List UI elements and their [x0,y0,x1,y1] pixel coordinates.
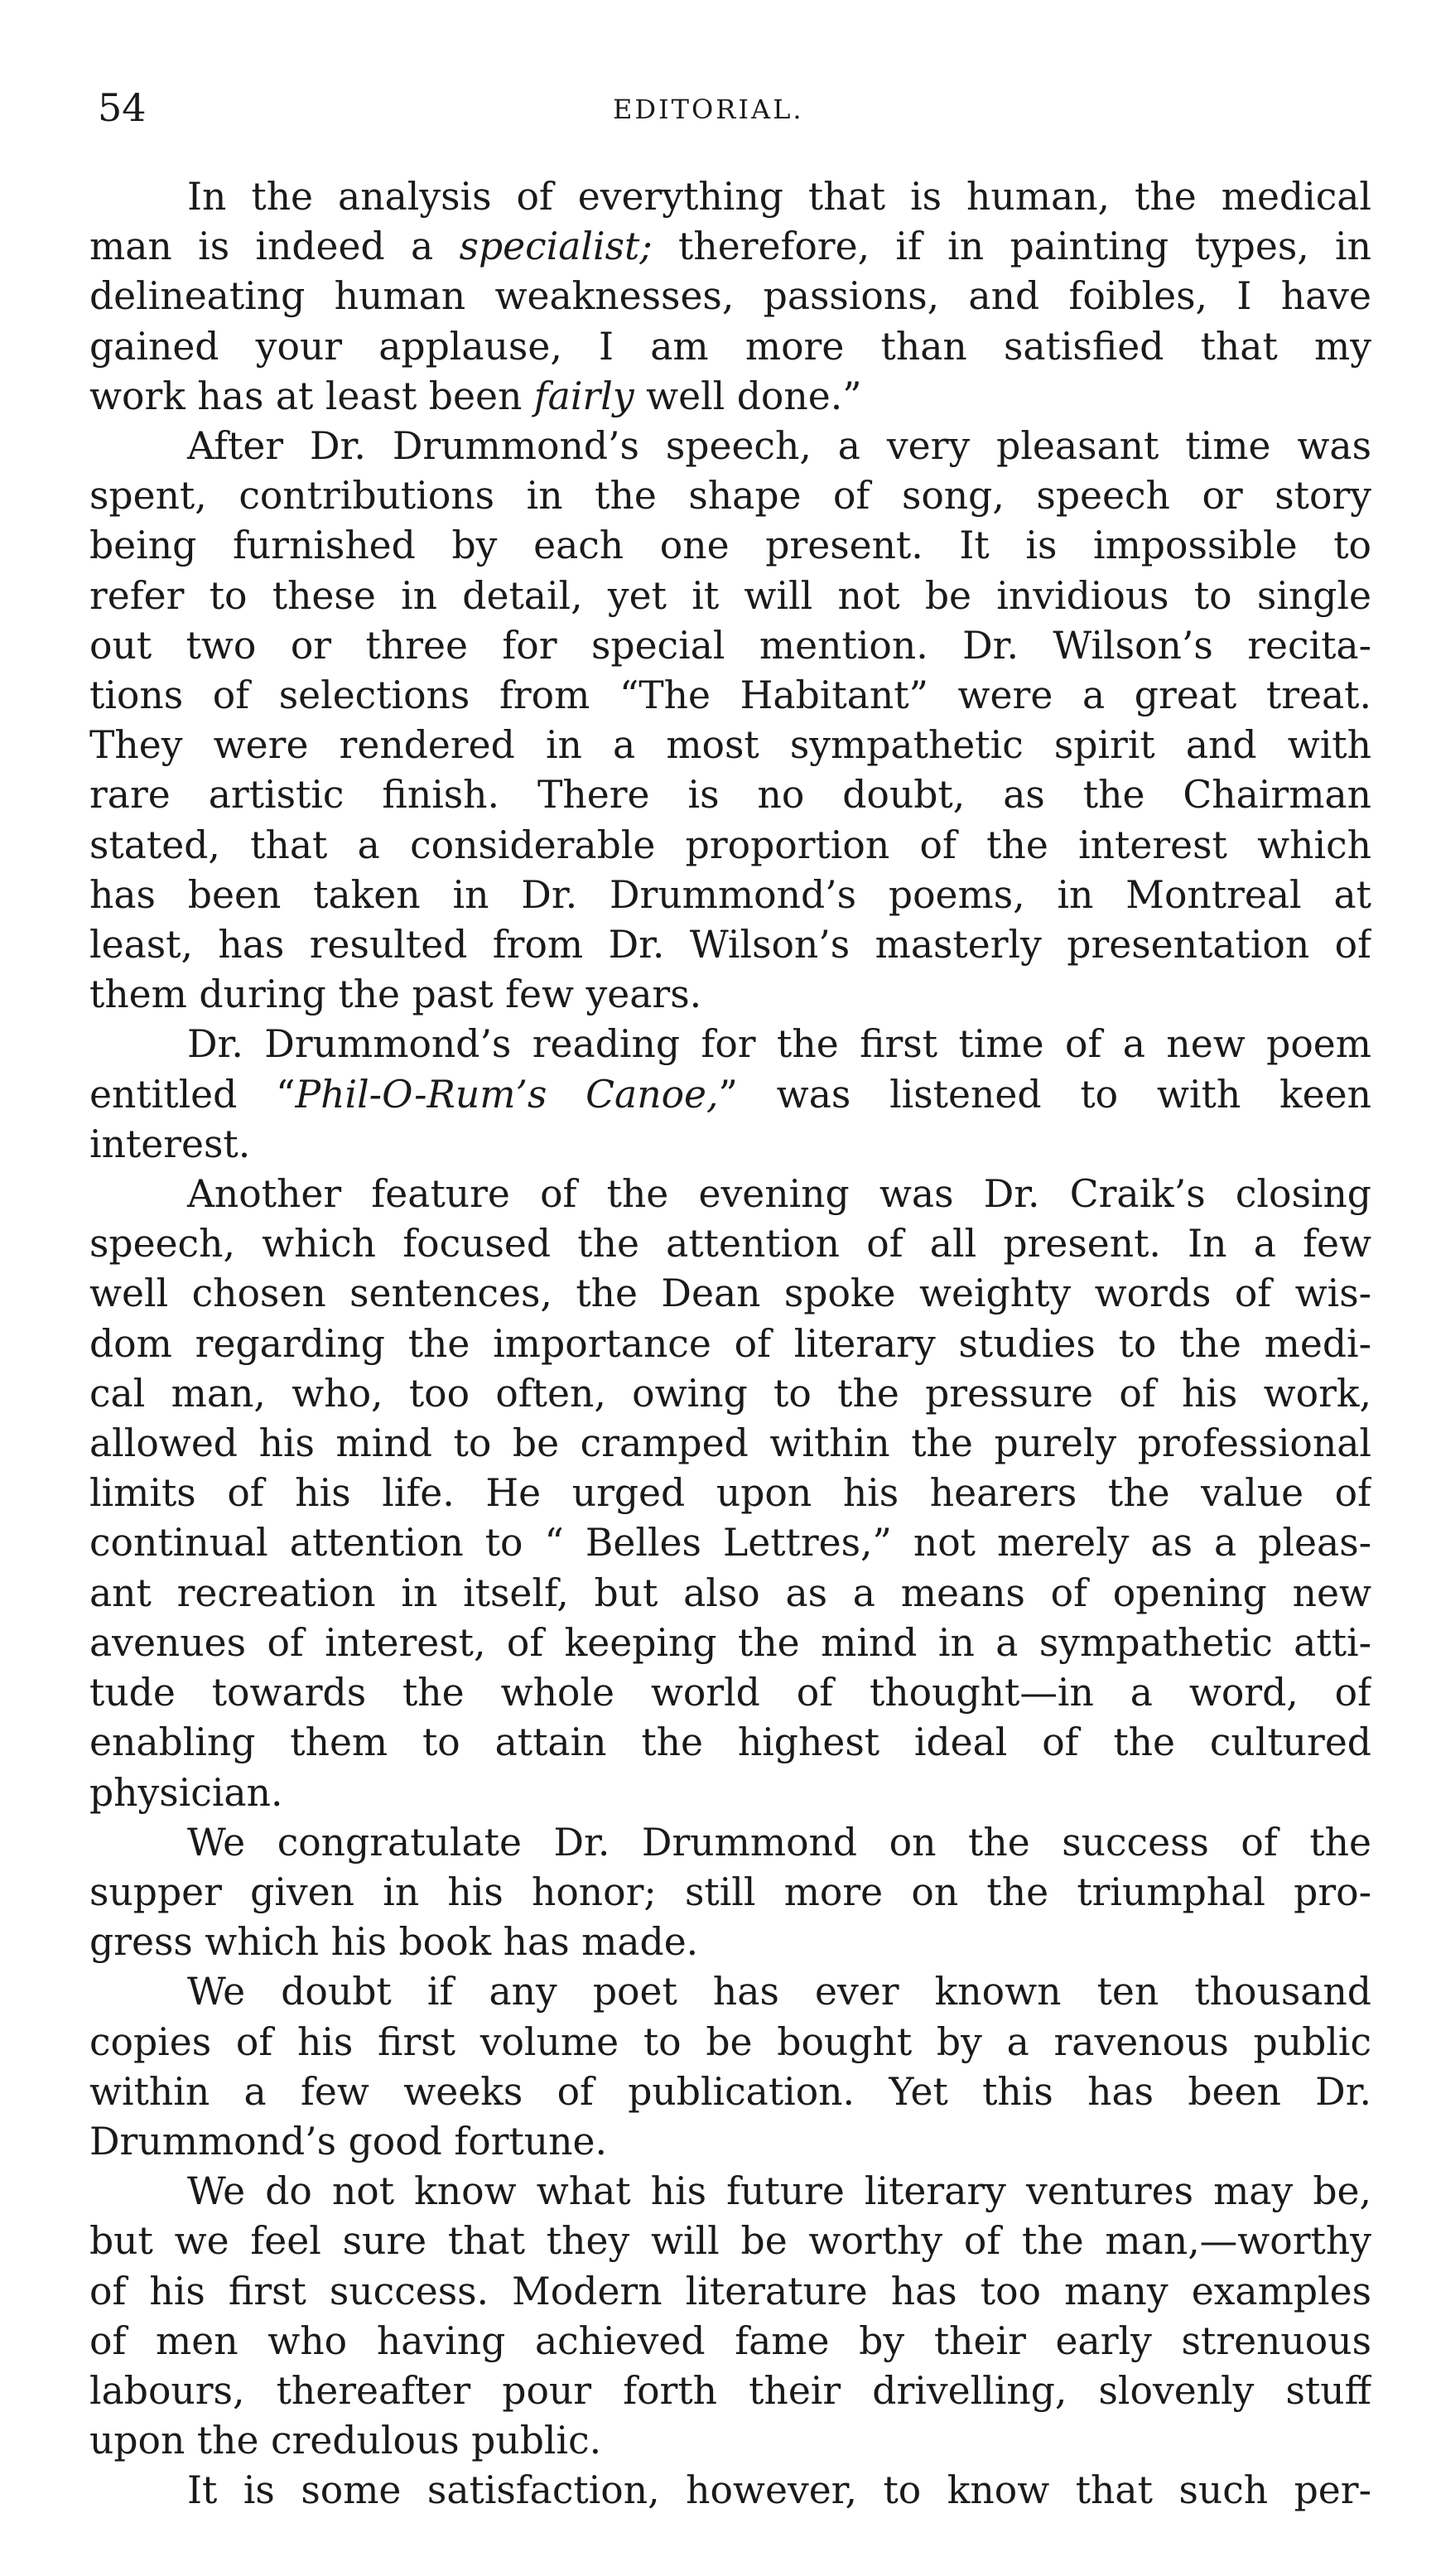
text-line [89,920,1371,970]
text-run: stated, that a considerable proportion of the interest which [89,822,1371,867]
text-line [89,521,1371,571]
text-run: of his first success. Modern literature has too many examples [89,2269,1371,2313]
text-run: copies of his first volume to be bought by a ravenous public [89,2019,1371,2064]
text-run: supper given in his honor; still more on the triumphal pro- [89,1869,1371,1914]
paragraph [89,1967,1371,2167]
text-line [89,1718,1371,1768]
text-line [89,1070,1371,1120]
text-run: After Dr. Drummond’s speech, a very pleasant time was [187,424,1371,469]
text-run: well done.” [634,374,862,418]
text-run: avenues of interest, of keeping the mind in a sympathetic atti- [89,1620,1371,1665]
text-run: labours, thereafter pour forth their drivelling, slovenly stuff [89,2368,1371,2413]
paragraph [89,172,1371,422]
italic-text: fairly [533,374,634,418]
text-line [89,1569,1371,1618]
text-run: dom regarding the importance of literary studies to the medi- [89,1321,1371,1366]
text-line [89,1419,1371,1469]
text-line [89,172,1371,222]
text-run: tions of selections from “The Habitant” were a great treat. [89,673,1371,718]
text-line [89,2267,1371,2317]
text-run: interest. [89,1122,251,1166]
paragraph [89,1170,1371,1818]
text-run: least, has resulted from Dr. Wilson’s masterly presentation of [89,923,1371,967]
text-line [89,1668,1371,1718]
paragraph [89,2167,1371,2466]
text-line [89,1170,1371,1219]
text-line [89,1518,1371,1568]
text-line [89,2217,1371,2266]
text-run: physician. [89,1770,283,1815]
text-run: of men who having achieved fame by their early strenuous [89,2318,1371,2363]
text-line [89,1618,1371,1668]
italic-text: Phil-O-Rum’s Canoe, [295,1072,719,1117]
text-line [89,2416,1371,2466]
text-run: We do not know what his future literary ventures may be, [187,2169,1371,2214]
text-run: In the analysis of everything that is human, the medical [187,175,1371,219]
text-run: within a few weeks of publication. Yet this has been Dr. [89,2069,1371,2114]
text-run: man is indeed a [89,224,460,269]
text-line [89,422,1371,471]
text-run: gained your applause, I am more than satisfied that my [89,324,1371,369]
text-line [89,572,1371,621]
text-line [89,2117,1371,2167]
text-line [89,1319,1371,1369]
text-line [89,222,1371,272]
text-line [89,1120,1371,1170]
text-line [89,1219,1371,1269]
paragraph [89,422,1371,1020]
text-run: We doubt if any poet has ever known ten thousand [187,1970,1371,2014]
page-number: 54 [98,85,147,130]
text-line [89,2317,1371,2366]
text-run: rare artistic finish. There is no doubt, as the Chairman [89,773,1371,818]
running-head: EDITORIAL. [613,94,804,125]
text-run: work has at least been [89,374,534,418]
text-run: well chosen sentences, the Dean spoke weighty words of wis- [89,1271,1371,1316]
text-line [89,2167,1371,2217]
paragraph [89,1020,1371,1170]
text-run: We congratulate Dr. Drummond on the success of the [187,1820,1371,1864]
text-line [89,721,1371,770]
text-run: speech, which focused the attention of all present. In a few [89,1222,1371,1266]
text-line [89,1269,1371,1319]
text-run: Dr. Drummond’s reading for the first time of a new poem [187,1022,1371,1067]
text-run: gress which his book has made. [89,1920,699,1965]
paragraph [89,2466,1371,2516]
text-line [89,1369,1371,1419]
text-run: but we feel sure that they will be worthy of the man,—worthy [89,2219,1371,2264]
page-header [0,83,1436,133]
text-run: refer to these in detail, yet it will not be invidious to single [89,573,1371,618]
text-line [89,821,1371,871]
text-run: ” was listened to with keen [718,1072,1371,1117]
text-run: They were rendered in a most sympathetic spirit and with [89,723,1371,768]
text-line [89,2366,1371,2416]
text-run: Drummond’s good fortune. [89,2119,607,2164]
text-line [89,471,1371,521]
text-line [89,1469,1371,1518]
text-line [89,871,1371,920]
text-run: spent, contributions in the shape of song, speech or story [89,474,1371,519]
text-run: ant recreation in itself, but also as a means of opening new [89,1570,1371,1615]
text-run: therefore, if in painting types, in [652,224,1371,269]
text-line [89,671,1371,721]
text-line [89,770,1371,820]
text-line [89,1868,1371,1918]
text-run: Another feature of the evening was Dr. Craik’s closing [187,1172,1371,1217]
italic-text: specialist; [459,224,653,269]
text-run: out two or three for special mention. Dr. Wilson’s recita- [89,623,1371,668]
article-body [89,172,1371,2516]
text-run: has been taken in Dr. Drummond’s poems, in Montreal at [89,872,1371,917]
text-line [89,1020,1371,1069]
text-line [89,372,1371,422]
text-line [89,1818,1371,1868]
text-run: continual attention to “ Belles Lettres,” not merely as a pleas- [89,1521,1371,1565]
text-line [89,272,1371,321]
text-run: upon the credulous public. [89,2419,602,2463]
text-run: It is some satisfaction, however, to know that such per- [187,2468,1371,2513]
text-line [89,322,1371,372]
text-line [89,2018,1371,2067]
text-run: cal man, who, too often, owing to the pressure of his work, [89,1371,1371,1416]
text-line [89,1768,1371,1818]
paragraph [89,1818,1371,1968]
text-line [89,1918,1371,1967]
text-run: delineating human weaknesses, passions, and foibles, I have [89,274,1371,319]
text-line [89,2067,1371,2117]
text-run: entitled “ [89,1072,296,1117]
text-line [89,970,1371,1020]
text-run: limits of his life. He urged upon his hearers the value of [89,1471,1371,1516]
text-line [89,1967,1371,2017]
text-run: being furnished by each one present. It is impossible to [89,523,1371,568]
text-run: enabling them to attain the highest ideal of the cultured [89,1720,1371,1765]
text-run: tude towards the whole world of thought—in a word, of [89,1671,1371,1715]
text-line [89,2466,1371,2516]
text-line [89,621,1371,671]
text-run: them during the past few years. [89,972,702,1017]
text-run: allowed his mind to be cramped within the purely professional [89,1421,1371,1466]
